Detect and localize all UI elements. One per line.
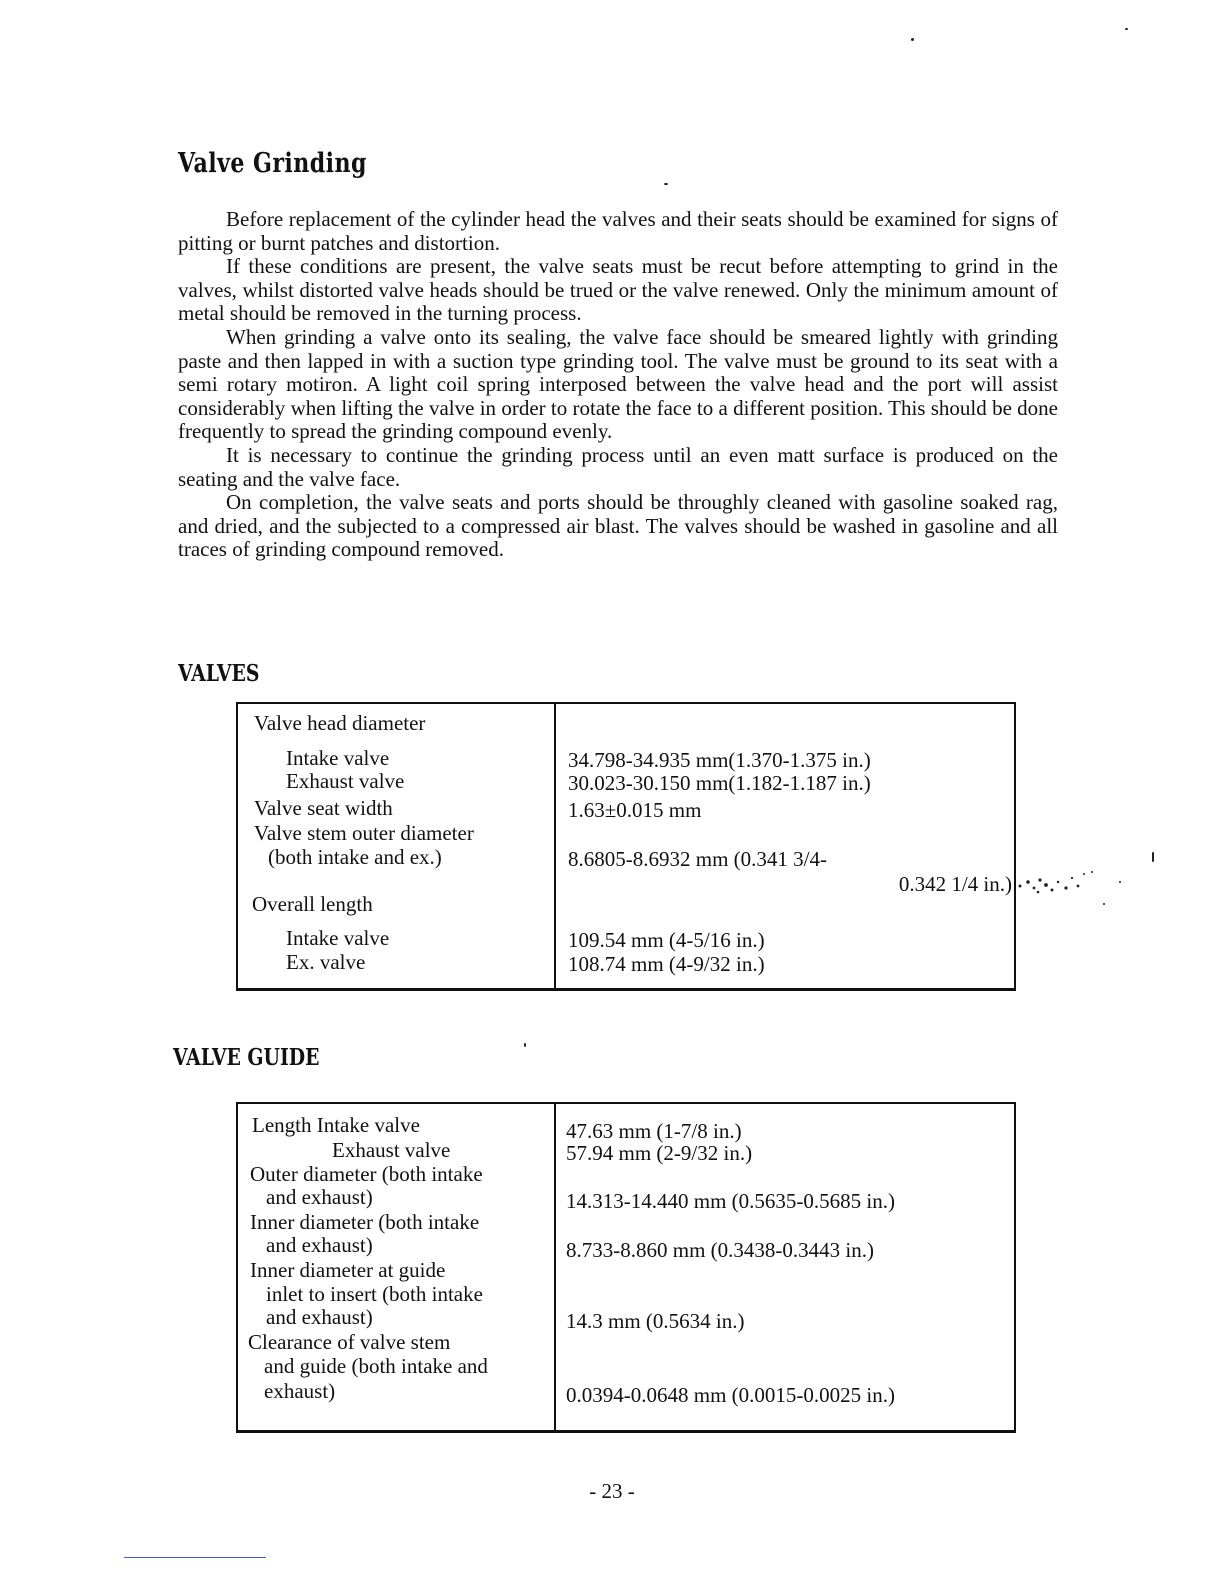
paragraph: On completion, the valve seats and ports should be throughly cleaned with gasoline soaked rag, and dried, and the subjected to a compressed air blast. The valves should be washed in gasoline and all traces of grinding compound removed. <box>178 490 1058 562</box>
valves-table-values <box>556 704 1014 988</box>
spec-label: Length Intake valve <box>252 1113 420 1137</box>
spec-value: 57.94 mm (2-9/32 in.) <box>566 1141 753 1165</box>
spec-label: Exhaust valve <box>332 1138 451 1162</box>
spec-label: and guide (both intake and <box>264 1354 488 1378</box>
spec-value: 0.342 1/4 in.) <box>898 872 1012 896</box>
spec-value: 14.313-14.440 mm (0.5635-0.5685 in.) <box>566 1189 895 1213</box>
spec-value: 30.023-30.150 mm(1.182-1.187 in.) <box>568 771 871 795</box>
spec-label: Valve seat width <box>254 796 393 820</box>
valve-guide-heading: VALVE GUIDE <box>173 1044 320 1071</box>
spec-label: Outer diameter (both intake <box>250 1162 483 1186</box>
valve-guide-table-values <box>556 1104 1014 1430</box>
spec-value: 0.0394-0.0648 mm (0.0015-0.0025 in.) <box>566 1383 895 1407</box>
spec-value: 34.798-34.935 mm(1.370-1.375 in.) <box>568 748 871 772</box>
spec-label: and exhaust) <box>266 1305 373 1329</box>
spec-label: Clearance of valve stem <box>248 1330 451 1354</box>
spec-label: (both intake and ex.) <box>268 845 442 869</box>
spec-value: 14.3 mm (0.5634 in.) <box>566 1309 745 1333</box>
spec-label: Exhaust valve <box>286 769 405 793</box>
scan-speck <box>524 1043 526 1047</box>
spec-label: Intake valve <box>286 746 390 770</box>
spec-label: Valve stem outer diameter <box>254 821 474 845</box>
scan-speck <box>1152 852 1154 862</box>
spec-value: 47.63 mm (1-7/8 in.) <box>566 1119 742 1143</box>
paragraph: Before replacement of the cylinder head the valves and their seats should be examined for signs of pitting or burnt patches and distortion. <box>178 207 1058 255</box>
footer-rule <box>124 1557 266 1558</box>
paragraph: When grinding a valve onto its sealing, the valve face should be smeared lightly with grinding paste and then lapped in with a suction type grinding tool. The valve must be ground to its seat with a semi rotary motiron. A light coil spring interposed between the valve head and the port will assist considerably when lifting the valve in order to rotate the face to a different position. This should be done frequently to spread the grinding compound evenly. <box>178 324 1058 444</box>
spec-value: 8.6805-8.6932 mm (0.341 3/4- <box>568 847 827 871</box>
scan-noise-icon <box>1008 860 1138 910</box>
spec-value: 8.733-8.860 mm (0.3438-0.3443 in.) <box>566 1238 874 1262</box>
spec-label: inlet to insert (both intake <box>266 1282 483 1306</box>
spec-label: exhaust) <box>264 1379 336 1403</box>
valve-guide-table-labels <box>238 1104 556 1430</box>
page-number: - 23 - <box>589 1479 635 1503</box>
spec-label: Valve head diameter <box>254 711 426 735</box>
spec-label: Intake valve <box>286 926 390 950</box>
valves-table-labels <box>238 704 556 988</box>
section-title: Valve Grinding <box>178 148 367 179</box>
valve-guide-table <box>236 1102 1016 1433</box>
scan-speck <box>664 183 668 185</box>
valves-heading: VALVES <box>178 660 260 687</box>
spec-value: 1.63±0.015 mm <box>568 798 702 822</box>
scan-speck <box>911 38 914 41</box>
spec-value: 108.74 mm (4-9/32 in.) <box>568 952 765 976</box>
spec-label: and exhaust) <box>266 1233 373 1257</box>
spec-label: Inner diameter (both intake <box>250 1210 480 1234</box>
valves-table <box>236 702 1016 991</box>
spec-label: and exhaust) <box>266 1185 373 1209</box>
spec-value: 109.54 mm (4-5/16 in.) <box>568 928 765 952</box>
spec-label: Ex. valve <box>286 950 366 974</box>
paragraph: If these conditions are present, the valve seats must be recut before attempting to grind in the valves, whilst distorted valve heads should be trued or the valve renewed. Only the minimum amount of metal should be removed in the turning process. <box>178 254 1058 326</box>
paragraph: It is necessary to continue the grinding process until an even matt surface is produced on the seating and the valve face. <box>178 442 1058 491</box>
spec-label: Overall length <box>252 892 373 916</box>
scan-speck <box>1125 28 1128 30</box>
spec-label: Inner diameter at guide <box>250 1258 446 1282</box>
body-text <box>178 208 1058 562</box>
